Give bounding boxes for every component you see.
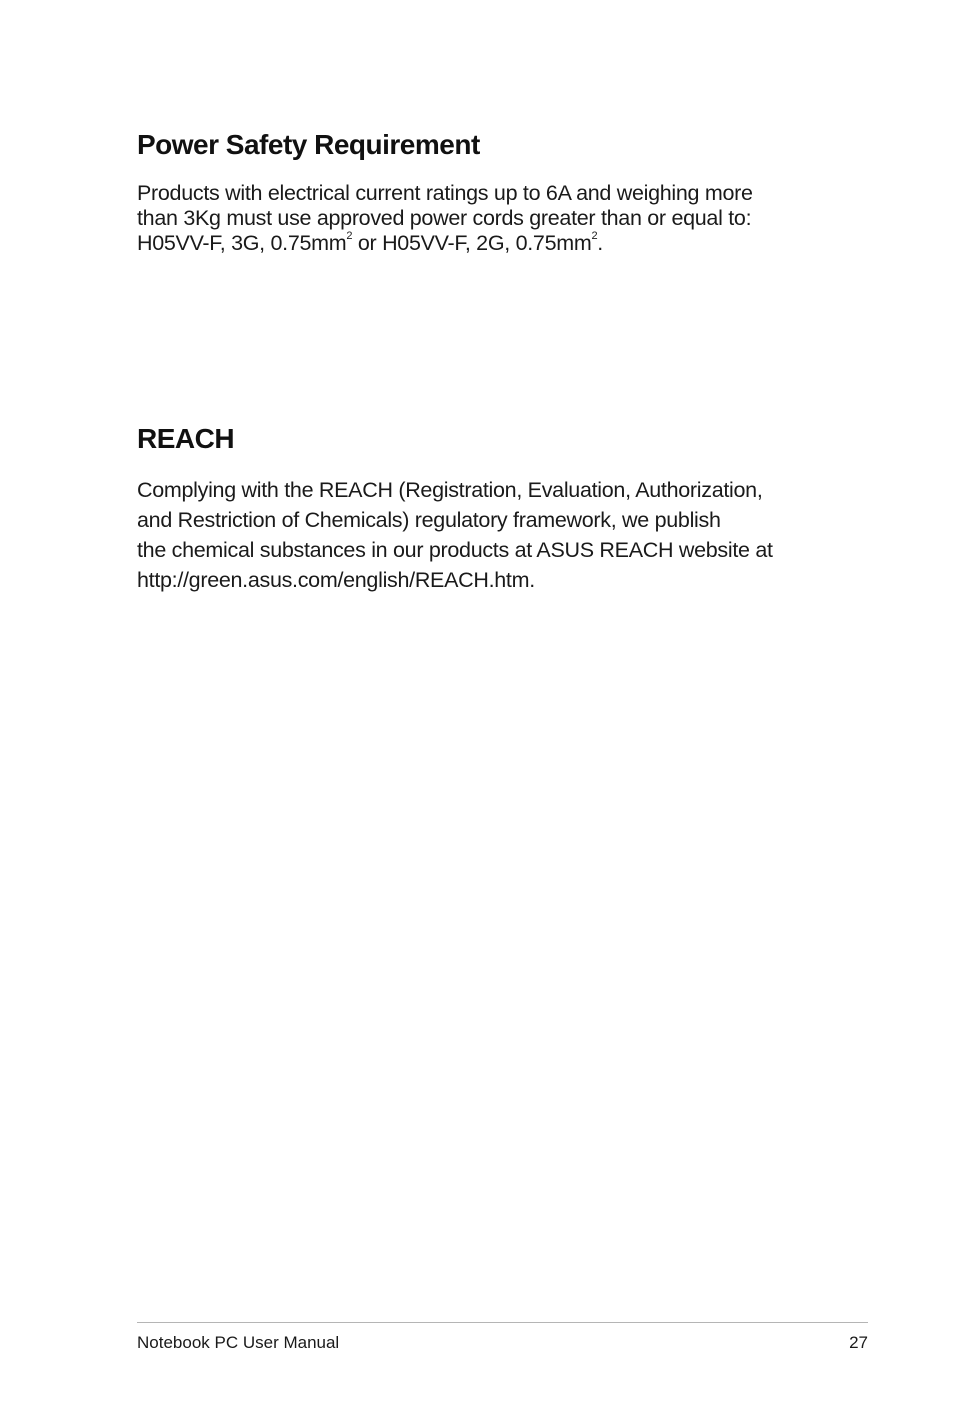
power-safety-line-2: than 3Kg must use approved power cords greater than or equal to: xyxy=(137,206,752,230)
footer-manual-title: Notebook PC User Manual xyxy=(137,1333,340,1352)
reach-line-2: and Restriction of Chemicals) regulatory framework, we publish xyxy=(137,508,721,532)
power-safety-section xyxy=(137,128,837,256)
reach-line-1: Complying with the REACH (Registration, Evaluation, Authorization, xyxy=(137,478,763,502)
reach-line-3: the chemical substances in our products at ASUS REACH website at xyxy=(137,538,773,562)
superscript-squared-2: 2 xyxy=(591,229,598,242)
footer-page-number: 27 xyxy=(849,1333,868,1352)
power-safety-paragraph xyxy=(137,181,837,256)
superscript-squared-1: 2 xyxy=(346,229,353,242)
footer-divider xyxy=(137,1322,868,1323)
cord-spec-1: H05VV-F, 3G, 0.75mm xyxy=(137,231,347,255)
reach-heading: REACH xyxy=(137,423,235,454)
sentence-end: . xyxy=(597,231,603,255)
reach-url-text: http://green.asus.com/english/REACH.htm. xyxy=(137,568,535,592)
power-safety-line-1: Products with electrical current ratings up to 6A and weighing more xyxy=(137,181,753,205)
power-safety-line-3 xyxy=(137,231,837,256)
power-safety-heading: Power Safety Requirement xyxy=(137,129,480,160)
reach-section xyxy=(137,422,837,595)
reach-paragraph xyxy=(137,475,837,595)
cord-spec-2: or H05VV-F, 2G, 0.75mm xyxy=(352,231,592,255)
